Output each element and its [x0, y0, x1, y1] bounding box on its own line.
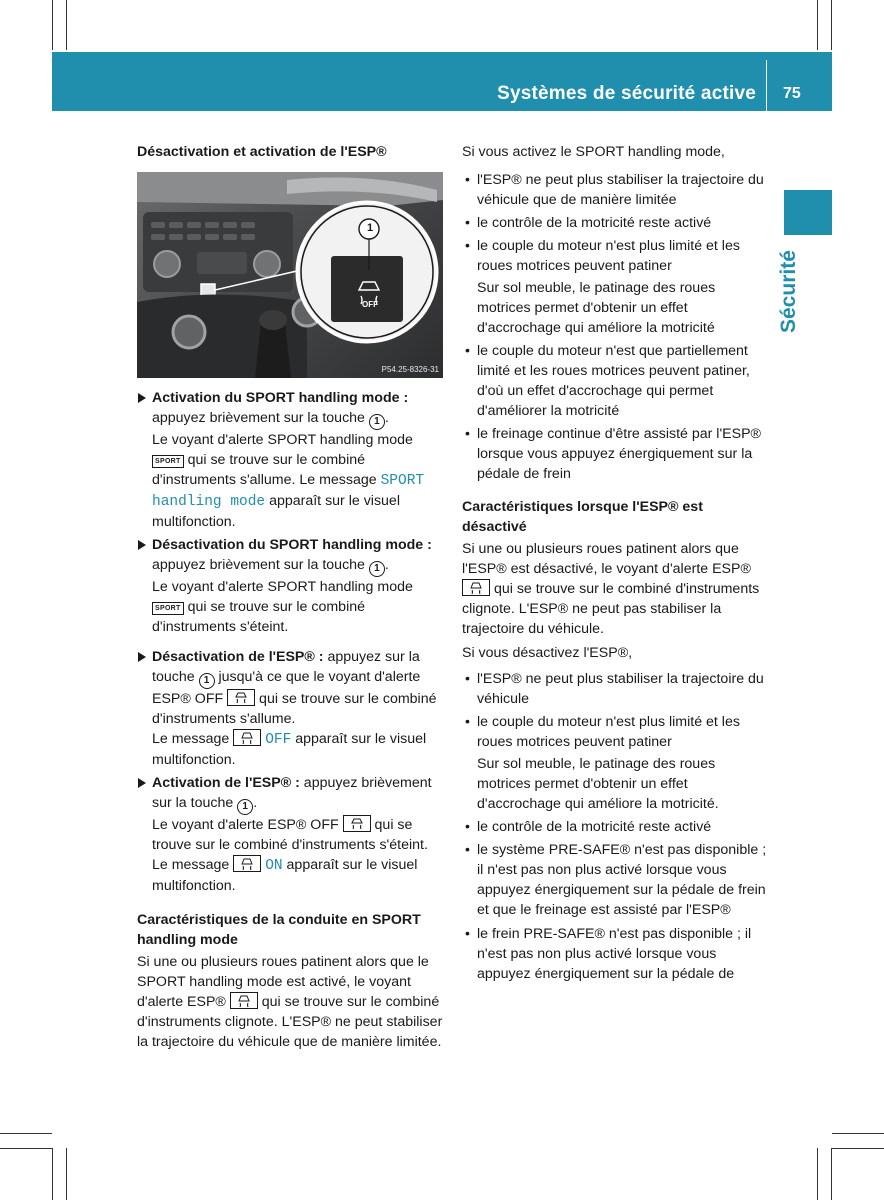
step-esp-deactivation: Désactivation de l'ESP® : appuyez sur la touche 1 jusqu'à ce que le voyant d'alerte ESP® OFF qui se trouve sur le combiné d'instruments s'allume. Le message OFF apparaît sur le visuel multifonction.: [137, 647, 443, 770]
intro-esp-off: Si vous désactivez l'ESP®,: [462, 645, 633, 661]
list-item: • le contrôle de la motricité reste activé: [462, 213, 770, 233]
esp-warning-icon: [233, 855, 261, 872]
header-divider: [766, 60, 767, 111]
photo-caption: P54.25-8326-31: [381, 365, 439, 374]
crop-mark: [817, 1148, 818, 1200]
crop-mark: [52, 0, 53, 50]
step-esp-activation: Activation de l'ESP® : appuyez brièvement sur la touche 1 . Le voyant d'alerte ESP® OFF qui se trouve sur le combiné d'instruments s'éteint. Le message ON apparaît sur le visuel multifonction.: [137, 773, 443, 896]
paragraph-esp-off: Si une ou plusieurs roues patinent alors que l'ESP® est désactivé, le voyant d'alerte ESP® qui se trouve sur le combiné d'instruments clignote. L'ESP® ne peut pas stabiliser la trajectoire du véhicule.: [462, 541, 760, 637]
crop-mark: [817, 0, 818, 50]
crop-mark: [0, 1148, 52, 1149]
list-item: • le frein PRE-SAFE® n'est pas disponible ; il n'est pas non plus activé lorsque vous appuyez énergiquement sur la pédale de: [462, 924, 770, 984]
list-item: • le couple du moteur n'est que partiellement limité et les roues motrices peuvent patiner, d'où un effet d'accrochage qui permet d'améliorer la motricité: [462, 341, 770, 421]
heading-esp-toggle: Désactivation et activation de l'ESP®: [137, 144, 387, 160]
esp-button-label: OFF: [362, 300, 378, 309]
display-message: SPORT handling mode: [152, 473, 425, 510]
display-message: ON: [265, 858, 283, 874]
left-column: [137, 142, 443, 1052]
heading-esp-off-characteristics: Caractéristiques lorsque l'ESP® est désactivé: [462, 499, 703, 535]
crop-mark: [832, 1148, 884, 1149]
list-item: • l'ESP® ne peut plus stabiliser la trajectoire du véhicule: [462, 669, 770, 709]
chapter-label: Sécurité: [777, 250, 800, 333]
list-item: • l'ESP® ne peut plus stabiliser la trajectoire du véhicule que de manière limitée: [462, 170, 770, 210]
intro-sport: Si vous activez le SPORT handling mode,: [462, 144, 725, 160]
page-number: 75: [783, 85, 801, 102]
list-item: • le système PRE-SAFE® n'est pas disponible ; il n'est pas non plus activé lorsque vous appuyez énergiquement sur la pédale de frein et que le freinage est assisté par l'ESP®: [462, 840, 770, 920]
heading-sport-characteristics: Caractéristiques de la conduite en SPORT handling mode: [137, 912, 421, 948]
sport-indicator-icon: SPORT: [152, 602, 184, 615]
crop-mark: [0, 1133, 52, 1134]
button-1-icon: 1: [237, 799, 253, 815]
crop-mark: [831, 0, 832, 50]
esp-off-warning-icon: [227, 689, 255, 706]
sport-indicator-icon: SPORT: [152, 455, 184, 468]
step-sport-deactivation: Désactivation du SPORT handling mode : appuyez brièvement sur la touche 1 . Le voyant d'alerte SPORT handling mode SPORT qui se trouve sur le combiné d'instruments s'éteint.: [137, 535, 443, 637]
paragraph-sport-characteristics: Si une ou plusieurs roues patinent alors que le SPORT handling mode est activé, le voyant d'alerte ESP® qui se trouve sur le combiné d'instruments clignote. L'ESP® ne peut stabiliser la trajectoire du véhicule que de manière limitée.: [137, 954, 443, 1050]
step-sport-activation: Activation du SPORT handling mode : appuyez brièvement sur la touche 1 . Le voyant d'alerte SPORT handling mode SPORT qui se trouve sur le combiné d'instruments s'allume. Le message SPORT handling mode apparaît sur le visuel multifonction.: [137, 388, 443, 532]
list-item: • le freinage continue d'être assisté par l'ESP® lorsque vous appuyez énergiquement sur la pédale de frein: [462, 424, 770, 484]
esp-warning-icon: [462, 579, 490, 596]
list-item: • le couple du moteur n'est plus limité et les roues motrices peuvent patiner: [462, 236, 770, 276]
esp-off-warning-icon: [343, 815, 371, 832]
right-column: [462, 142, 770, 984]
console-illustration: [137, 172, 443, 378]
section-title: Systèmes de sécurité active: [497, 83, 756, 104]
crop-mark: [52, 1148, 53, 1200]
display-message: OFF: [265, 732, 292, 748]
step-arrow-icon: [138, 540, 146, 550]
crop-mark: [831, 1148, 832, 1200]
button-1-icon: 1: [369, 561, 385, 577]
button-1-icon: 1: [369, 414, 385, 430]
step-arrow-icon: [138, 652, 146, 662]
callout-number: 1: [366, 222, 374, 234]
crop-mark: [832, 1133, 884, 1134]
note-traction: Sur sol meuble, le patinage des roues motrices permet d'obtenir un effet d'accrochage qui améliore la motricité.: [477, 756, 719, 812]
esp-warning-icon: [230, 992, 258, 1009]
dashboard-photo: [137, 172, 443, 378]
note-traction: Sur sol meuble, le patinage des roues motrices permet d'obtenir un effet d'accrochage qui améliore la motricité: [477, 280, 716, 336]
esp-warning-icon: [233, 729, 261, 746]
step-arrow-icon: [138, 778, 146, 788]
crop-mark: [66, 0, 67, 50]
chapter-tab: [784, 190, 832, 235]
list-item: • le contrôle de la motricité reste activé: [462, 817, 770, 837]
button-1-icon: 1: [199, 673, 215, 689]
step-arrow-icon: [138, 393, 146, 403]
list-item: • le couple du moteur n'est plus limité et les roues motrices peuvent patiner: [462, 712, 770, 752]
crop-mark: [66, 1148, 67, 1200]
